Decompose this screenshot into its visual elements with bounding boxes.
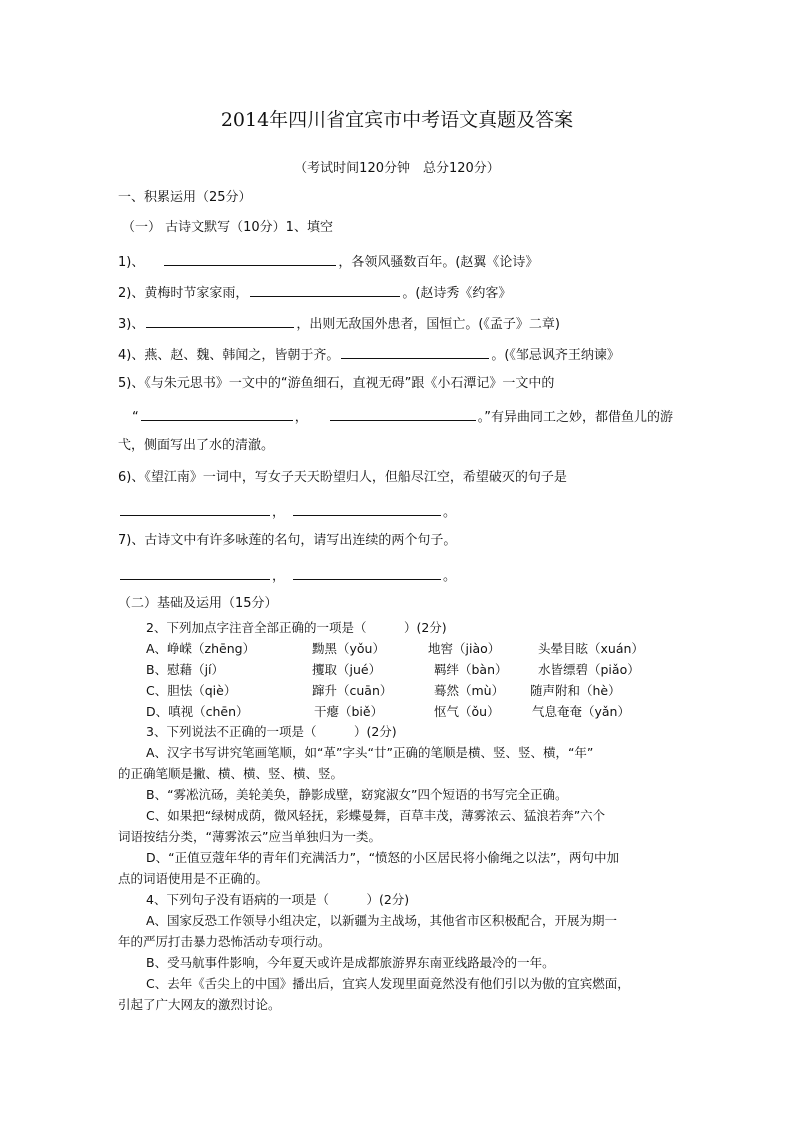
question-5-line-2 <box>132 407 673 426</box>
option-a-line-2: 年的严厉打击暴力恐怖活动专项行动。 <box>118 934 331 949</box>
page-title: 2014年四川省宜宾市中考语文真题及答案 <box>220 109 574 131</box>
exam-info: （考试时间120分钟 总分120分） <box>294 161 500 176</box>
option-cell: D、嗔视（chēn） <box>146 704 249 719</box>
section-heading: （二）基础及运用（15分） <box>118 596 278 611</box>
option-c-line-1: C、如果把“绿树成荫，微风轻抚，彩蝶曼舞，百草丰茂，薄雾浓云、猛浪若奔”六个 <box>146 808 606 823</box>
option-cell: 蹿升（cuān） <box>312 683 393 698</box>
answer-blank[interactable] <box>146 314 294 328</box>
answer-blank[interactable] <box>293 502 441 516</box>
question-3 <box>118 314 560 333</box>
option-cell: C、胆怯（qiè） <box>146 683 237 698</box>
question-text: 。(《邹忌讽齐王纳谏》 <box>491 348 620 363</box>
option-a-line-1: A、国家反恐工作领导小组决定，以新疆为主战场，其他省市区积极配合，开展为期一 <box>146 913 618 928</box>
option-cell: 随声附和（hè） <box>530 683 621 698</box>
question-text: 。(赵诗秀《约客》 <box>402 286 512 301</box>
answer-blank[interactable] <box>120 566 270 580</box>
end-mark: 。 <box>443 569 457 584</box>
option-cell: A、峥嵘（zhēng） <box>146 641 256 656</box>
option-cell: 干瘪（biě） <box>314 704 384 719</box>
separator: ， <box>272 505 286 520</box>
answer-blank[interactable] <box>250 283 400 297</box>
option-cell: 黝黑（yǒu） <box>312 641 385 656</box>
question-7-line-1: 7)、古诗文中有许多咏莲的名句，请写出连续的两个句子。 <box>118 533 457 548</box>
question-6-line-2 <box>118 502 456 521</box>
question-stem: 4、下列句子没有语病的一项是（ ）(2分) <box>146 892 410 907</box>
question-text: ，各领风骚数百年。(赵翼《论诗》 <box>338 255 539 270</box>
option-cell: 地窖（jiào） <box>428 641 501 656</box>
option-cell: B、慰藉（jí） <box>146 662 225 677</box>
option-cell: 水皆缥碧（piǎo） <box>538 662 640 677</box>
option-cell: 攫取（jué） <box>312 662 382 677</box>
answer-blank[interactable] <box>164 252 336 266</box>
question-number: 1)、 <box>118 255 145 270</box>
question-1 <box>118 252 538 271</box>
option-a-line-1: A、汉字书写讲究笔画笔顺，如“革”字头“廿”正确的笔顺是横、竖、竖、横，“年” <box>146 745 594 760</box>
option-d-line-2: 点的词语使用是不正确的。 <box>118 871 269 886</box>
separator: ， <box>294 410 308 425</box>
end-mark: 。 <box>443 505 457 520</box>
question-stem: 3、下列说法不正确的一项是（ ）(2分) <box>146 724 397 739</box>
subsection-heading: （一） 古诗文默写（10分）1、填空 <box>122 220 333 235</box>
question-7-line-2 <box>118 566 456 585</box>
question-text: ，出则无敌国外患者，国恒亡。(《孟子》二章) <box>296 317 560 332</box>
option-cell: 蓦然（mù） <box>434 683 505 698</box>
answer-blank[interactable] <box>293 566 441 580</box>
question-text: 2)、黄梅时节家家雨， <box>118 286 249 301</box>
separator: ， <box>272 569 286 584</box>
open-quote: “ <box>132 410 139 425</box>
section-heading: 一、积累运用（25分） <box>118 190 252 205</box>
option-b: B、“雾凇沆砀，美轮美奂，静影成壁，窈窕淑女”四个短语的书写完全正确。 <box>146 787 568 802</box>
question-2 <box>118 283 511 302</box>
question-4 <box>118 345 620 364</box>
question-stem: 2、下列加点字注音全部正确的一项是（ ）(2分) <box>146 620 447 635</box>
question-number: 3)、 <box>118 317 145 332</box>
question-5-line-3: 弋，侧面写出了水的清澈。 <box>118 438 275 453</box>
answer-blank[interactable] <box>120 502 270 516</box>
answer-blank[interactable] <box>341 345 489 359</box>
option-b: B、受马航事件影响，今年夏天或许是成都旅游界东南亚线路最冷的一年。 <box>146 955 555 970</box>
option-c-line-2: 词语按结分类，“薄雾浓云”应当单独归为一类。 <box>118 829 381 844</box>
option-c-line-2: 引起了广大网友的激烈讨论。 <box>118 997 281 1012</box>
question-5-line-1: 5)、《与朱元思书》一文中的“游鱼细石，直视无碍”跟《小石潭记》一文中的 <box>118 376 555 391</box>
option-c-line-1: C、去年《舌尖上的中国》播出后，宜宾人发现里面竟然没有他们引以为傲的宜宾燃面， <box>146 976 630 991</box>
option-a-line-2: 的正确笔顺是撇、横、横、竖、横、竖。 <box>118 766 344 781</box>
answer-blank[interactable] <box>330 407 476 421</box>
question-text: 4)、燕、赵、魏、韩闻之，皆朝于齐。 <box>118 348 340 363</box>
option-d-line-1: D、“正值豆蔻年华的青年们充满活力”，“愤怒的小区居民将小偷绳之以法”，两句中加 <box>146 850 620 865</box>
option-cell: 羁绊（bàn） <box>434 662 508 677</box>
question-text: 。”有异曲同工之妙，都借鱼儿的游 <box>477 410 674 425</box>
question-6-line-1: 6)、《望江南》一词中，写女子天天盼望归人，但船尽江空，希望破灭的句子是 <box>118 470 567 485</box>
answer-blank[interactable] <box>141 407 293 421</box>
option-cell: 怄气（ǒu） <box>434 704 500 719</box>
option-cell: 气息奄奄（yǎn） <box>532 704 630 719</box>
option-cell: 头晕目眩（xuán） <box>538 641 644 656</box>
